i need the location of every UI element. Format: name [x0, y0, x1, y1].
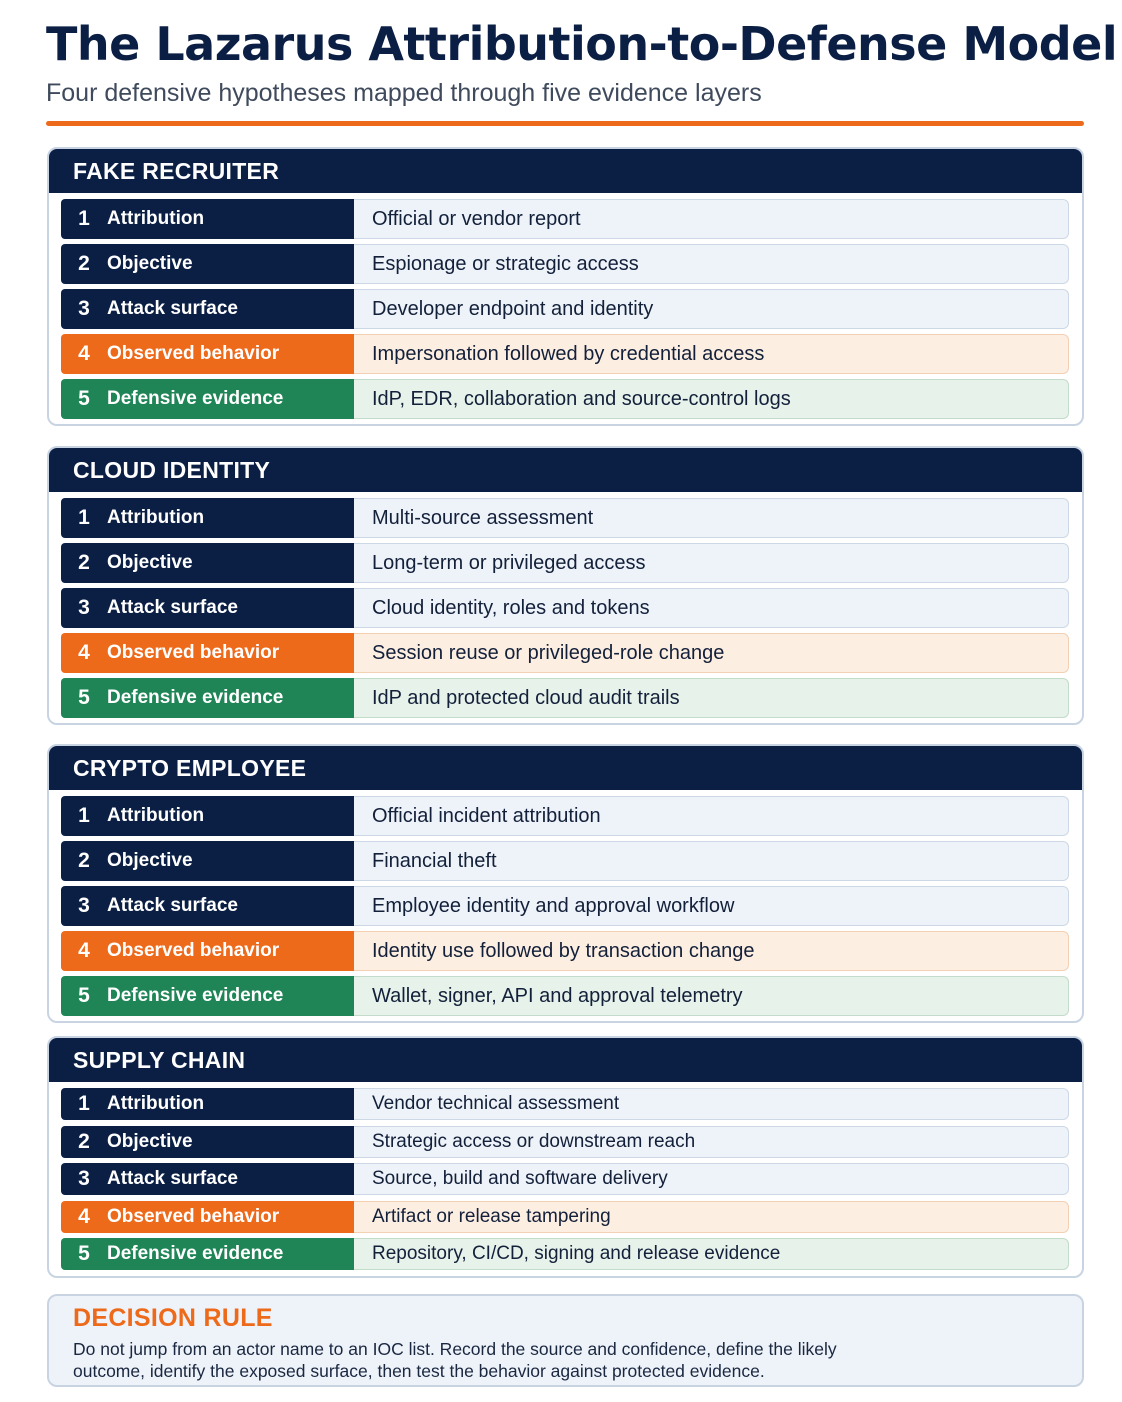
panel-heading: CRYPTO EMPLOYEE [49, 746, 1082, 790]
layer-value: Cloud identity, roles and tokens [354, 588, 1069, 628]
layer-number: 1 [78, 506, 90, 529]
hypothesis-panel-cloud-identity [47, 446, 1084, 725]
layer-label: Observed behavior [107, 940, 280, 961]
layer-label: Attribution [107, 208, 205, 229]
layer-label: Attack surface [107, 298, 238, 319]
layer-label: Defensive evidence [107, 1243, 284, 1264]
layer-number: 5 [78, 686, 90, 709]
layer-value: IdP, EDR, collaboration and source-control logs [354, 379, 1069, 419]
layer-row-observed-behavior [61, 334, 1069, 374]
layer-number: 2 [78, 551, 90, 574]
layer-number: 5 [78, 1242, 90, 1265]
layer-label: Defensive evidence [107, 985, 284, 1006]
layer-value: Impersonation followed by credential access [354, 334, 1069, 374]
hypothesis-panel-fake-recruiter [47, 147, 1084, 426]
page-header [46, 14, 1118, 110]
layer-value: Multi-source assessment [354, 498, 1069, 538]
layer-label: Objective [107, 253, 193, 274]
layer-row-attack-surface [61, 886, 1069, 926]
decision-rule-text: Do not jump from an actor name to an IOC list. Record the source and confidence, define the likely outcome, identify the exposed surface, then test the behavior against protected evidence. [73, 1339, 837, 1381]
layer-number: 1 [78, 804, 90, 827]
layer-label: Objective [107, 1130, 193, 1152]
layer-value: Wallet, signer, API and approval telemetry [354, 976, 1069, 1016]
layer-row-observed-behavior [61, 931, 1069, 971]
decision-rule-title: DECISION RULE [73, 1304, 273, 1332]
layer-row-observed-behavior [61, 1201, 1069, 1233]
layer-number: 1 [78, 1092, 90, 1115]
layer-label: Attack surface [107, 1168, 238, 1189]
layer-row-attribution [61, 796, 1069, 836]
layer-number: 4 [78, 342, 90, 365]
layer-value: Vendor technical assessment [354, 1088, 1069, 1120]
layer-row-objective [61, 1126, 1069, 1158]
layer-label: Attack surface [107, 597, 238, 618]
layer-value: Official or vendor report [354, 199, 1069, 239]
layer-value: Session reuse or privileged-role change [354, 633, 1069, 673]
layer-row-observed-behavior [61, 633, 1069, 673]
layer-value: Employee identity and approval workflow [354, 886, 1069, 926]
layer-row-defensive-evidence [61, 976, 1069, 1016]
layer-value: Long-term or privileged access [354, 543, 1069, 583]
layer-value: Developer endpoint and identity [354, 289, 1069, 329]
layer-number: 5 [78, 984, 90, 1007]
layer-label: Observed behavior [107, 642, 280, 663]
layer-number: 3 [78, 1167, 90, 1190]
layer-number: 4 [78, 939, 90, 962]
panel-heading: FAKE RECRUITER [49, 149, 1082, 193]
layer-label: Attribution [107, 507, 205, 528]
layer-row-defensive-evidence [61, 678, 1069, 718]
layer-number: 1 [78, 207, 90, 230]
layer-label: Attribution [107, 1093, 205, 1114]
layer-row-objective [61, 543, 1069, 583]
layer-number: 3 [78, 596, 90, 619]
layer-number: 5 [78, 387, 90, 410]
layer-value: Source, build and software delivery [354, 1163, 1069, 1195]
layer-label: Defensive evidence [107, 388, 284, 409]
layer-label: Observed behavior [107, 343, 280, 364]
layer-label: Observed behavior [107, 1205, 280, 1227]
layer-number: 2 [78, 1129, 90, 1153]
layer-number: 4 [78, 641, 90, 664]
title-divider [46, 121, 1084, 126]
layer-row-attack-surface [61, 588, 1069, 628]
layer-label: Objective [107, 552, 193, 573]
layer-number: 2 [78, 849, 90, 872]
hypothesis-panel-crypto-employee [47, 744, 1084, 1023]
layer-label: Objective [107, 850, 193, 871]
layer-number: 3 [78, 297, 90, 320]
layer-label: Defensive evidence [107, 687, 284, 708]
page-title: The Lazarus Attribution-to-Defense Model [46, 17, 1118, 71]
layer-number: 3 [78, 894, 90, 917]
layer-label: Attribution [107, 805, 205, 826]
layer-row-attribution [61, 1088, 1069, 1120]
layer-row-attack-surface [61, 1163, 1069, 1195]
page-subtitle: Four defensive hypotheses mapped through five evidence layers [46, 79, 762, 107]
decision-rule-box [47, 1294, 1084, 1387]
hypothesis-panel-supply-chain [47, 1036, 1084, 1278]
panel-heading: CLOUD IDENTITY [49, 448, 1082, 492]
layer-row-attack-surface [61, 289, 1069, 329]
layer-value: Official incident attribution [354, 796, 1069, 836]
layer-value: Identity use followed by transaction change [354, 931, 1069, 971]
layer-value: Repository, CI/CD, signing and release evidence [354, 1238, 1069, 1270]
layer-value: Financial theft [354, 841, 1069, 881]
panel-heading: SUPPLY CHAIN [49, 1038, 1082, 1082]
layer-row-defensive-evidence [61, 1238, 1069, 1270]
layer-row-objective [61, 841, 1069, 881]
layer-row-attribution [61, 199, 1069, 239]
layer-row-attribution [61, 498, 1069, 538]
layer-label: Attack surface [107, 895, 238, 916]
layer-value: Strategic access or downstream reach [354, 1126, 1069, 1158]
layer-number: 2 [78, 252, 90, 275]
layer-number: 4 [78, 1204, 90, 1228]
layer-row-objective [61, 244, 1069, 284]
layer-value: Artifact or release tampering [354, 1201, 1069, 1233]
layer-value: Espionage or strategic access [354, 244, 1069, 284]
layer-row-defensive-evidence [61, 379, 1069, 419]
layer-value: IdP and protected cloud audit trails [354, 678, 1069, 718]
